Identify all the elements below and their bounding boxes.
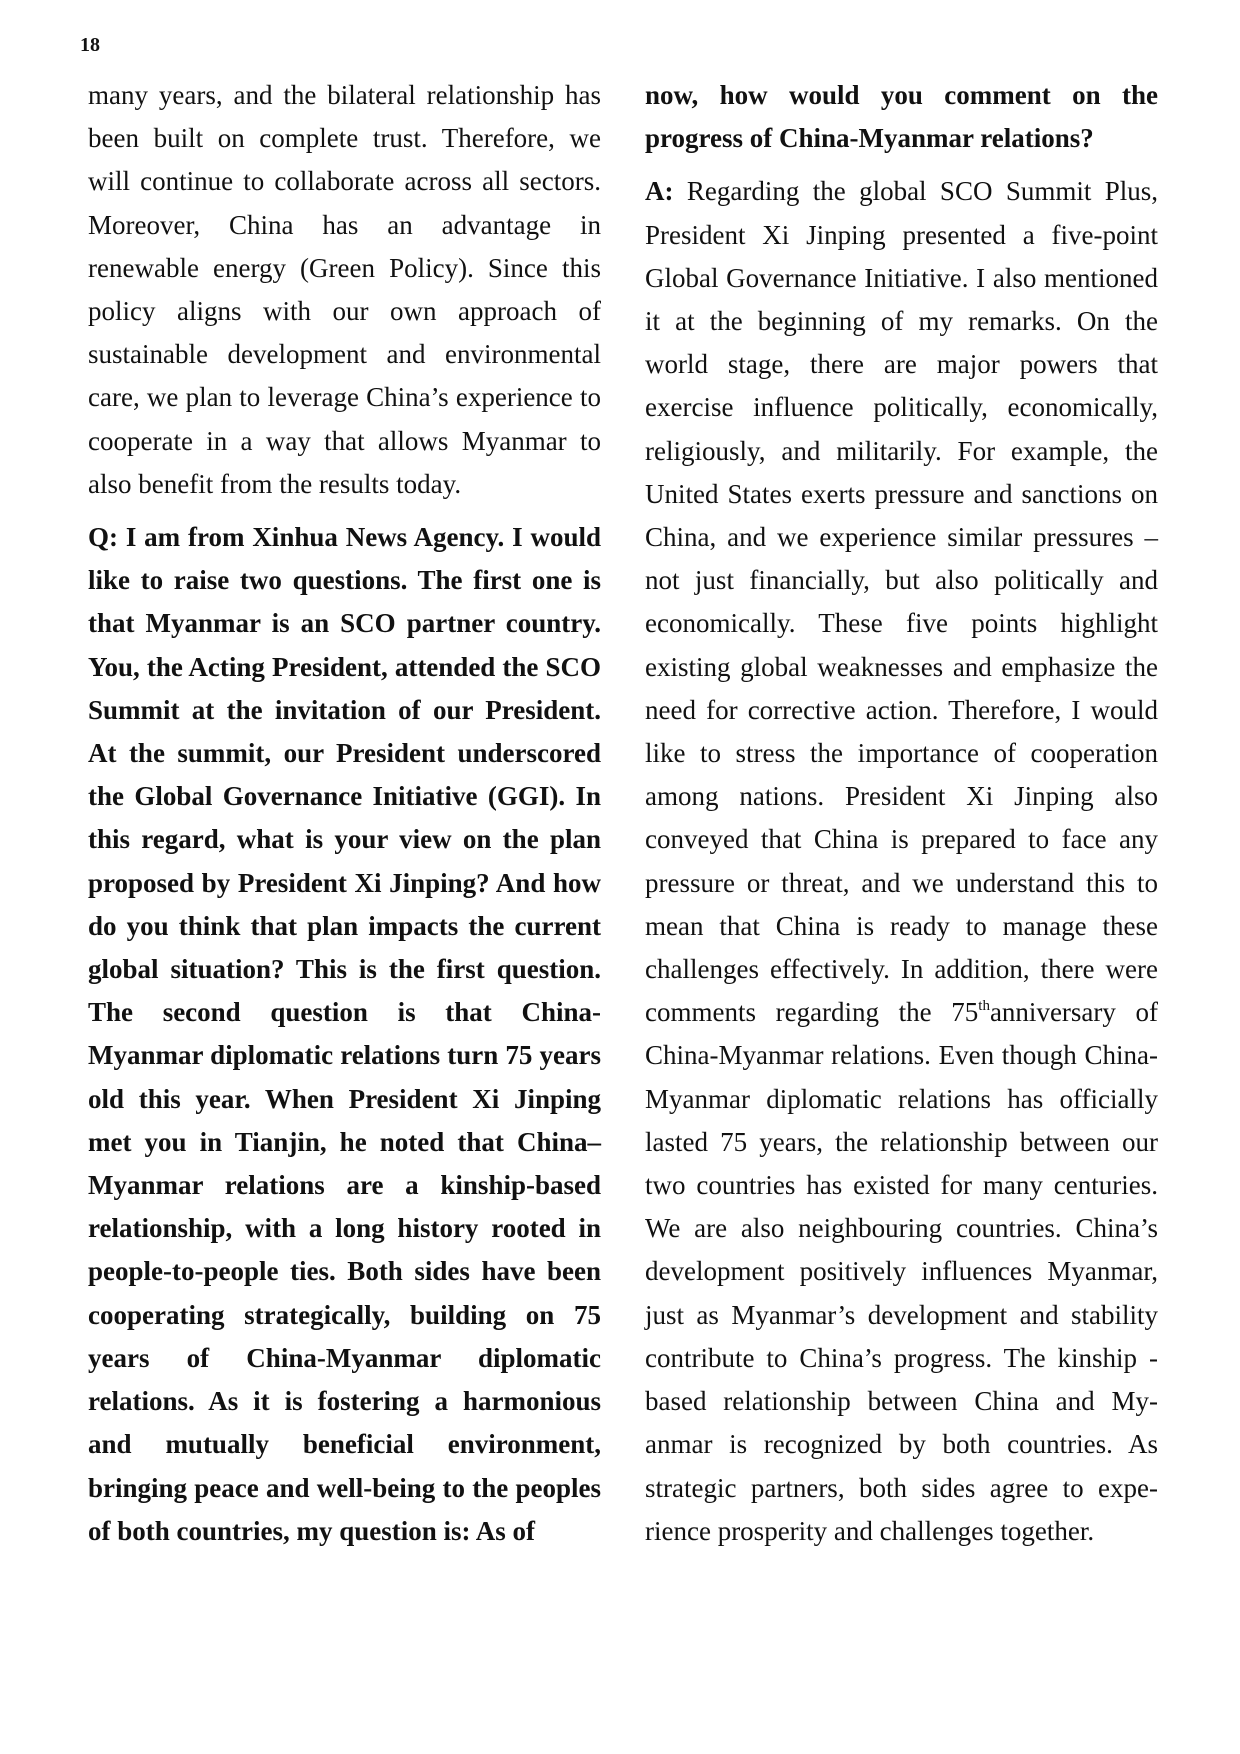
question-paragraph: Q: I am from Xinhua News Agency. I would like to raise two questions. The first one is that Myanmar is an SCO partner country. You, the Acting President, attended the SCO Summit at the invitation of our President. At the summit, our President underscored the Global Governance Initiative (GGI). In this regard, what is your view on the plan proposed by President Xi Jinping? And how do you think that plan impacts the current global situation? This is the first question. The second question is that China-Myanmar diplomatic relations turn 75 years old this year. When President Xi Jinping met you in Tianjin, he noted that China–Myanmar relations are a kinship-based relationship, with a long history rooted in people-to-people ties. Both sides have been cooperating strategically, building on 75 years of China-Myanmar diplomatic relations. As it is fostering a harmonious and mutually beneficial environment, bringing peace and well-being to the peoples of both countries, my question is: As of — [88, 522, 601, 1546]
left-column — [88, 74, 601, 1563]
answer-text-part2: anniversary of China-Myanmar relations. Even though China-Myanmar diplomatic relations has officially lasted 75 years, the relationship between our two countries has existed for many centuries. We are also neighbouring countries. China’s development positively influences Myanmar, just as Myanmar’s development and stability contribute to China’s progress. The kinship -based relationship between China and Myanmar is recognized by both countries. As strategic partners, both sides agree to experience prosperity and challenges together. — [645, 997, 1159, 1546]
answer-continuation-paragraph: many years, and the bilateral relationship has been built on complete trust. Therefore, we will continue to collaborate across all sectors. Moreover, China has an advantage in renewable energy (Green Policy). Since this policy aligns with our own approach of sustainable development and environmental care, we plan to leverage China’s experience to cooperate in a way that allows Myanmar to also benefit from the results today. — [88, 80, 601, 499]
question-continuation-paragraph: now, how would you comment on the progress of China-Myanmar relations? — [645, 80, 1158, 154]
page-number: 18 — [80, 34, 100, 56]
answer-paragraph — [645, 170, 1158, 1553]
ordinal-superscript: th — [978, 998, 990, 1015]
answer-text-part1: Regarding the global SCO Summit Plus, President Xi Jinping presented a five-point Global Governance Initiative. I also mentioned it at the beginning of my remarks. On the world stage, there are major powers that exercise influence politically, economically, religiously, and militarily. For example, the United States exerts pressure and sanctions on China, and we experience similar pressures – not just financially, but also politically and economically. These five points highlight existing global weaknesses and emphasize the need for corrective action. Therefore, I would like to stress the importance of cooperation among nations. President Xi Jinping also conveyed that China is prepared to face any pressure or threat, and we understand this to mean that China is ready to manage these challenges effectively. In addition, there were comments regarding the 75 — [645, 176, 1158, 1028]
answer-label: A: — [645, 176, 674, 207]
right-column — [645, 74, 1158, 1563]
